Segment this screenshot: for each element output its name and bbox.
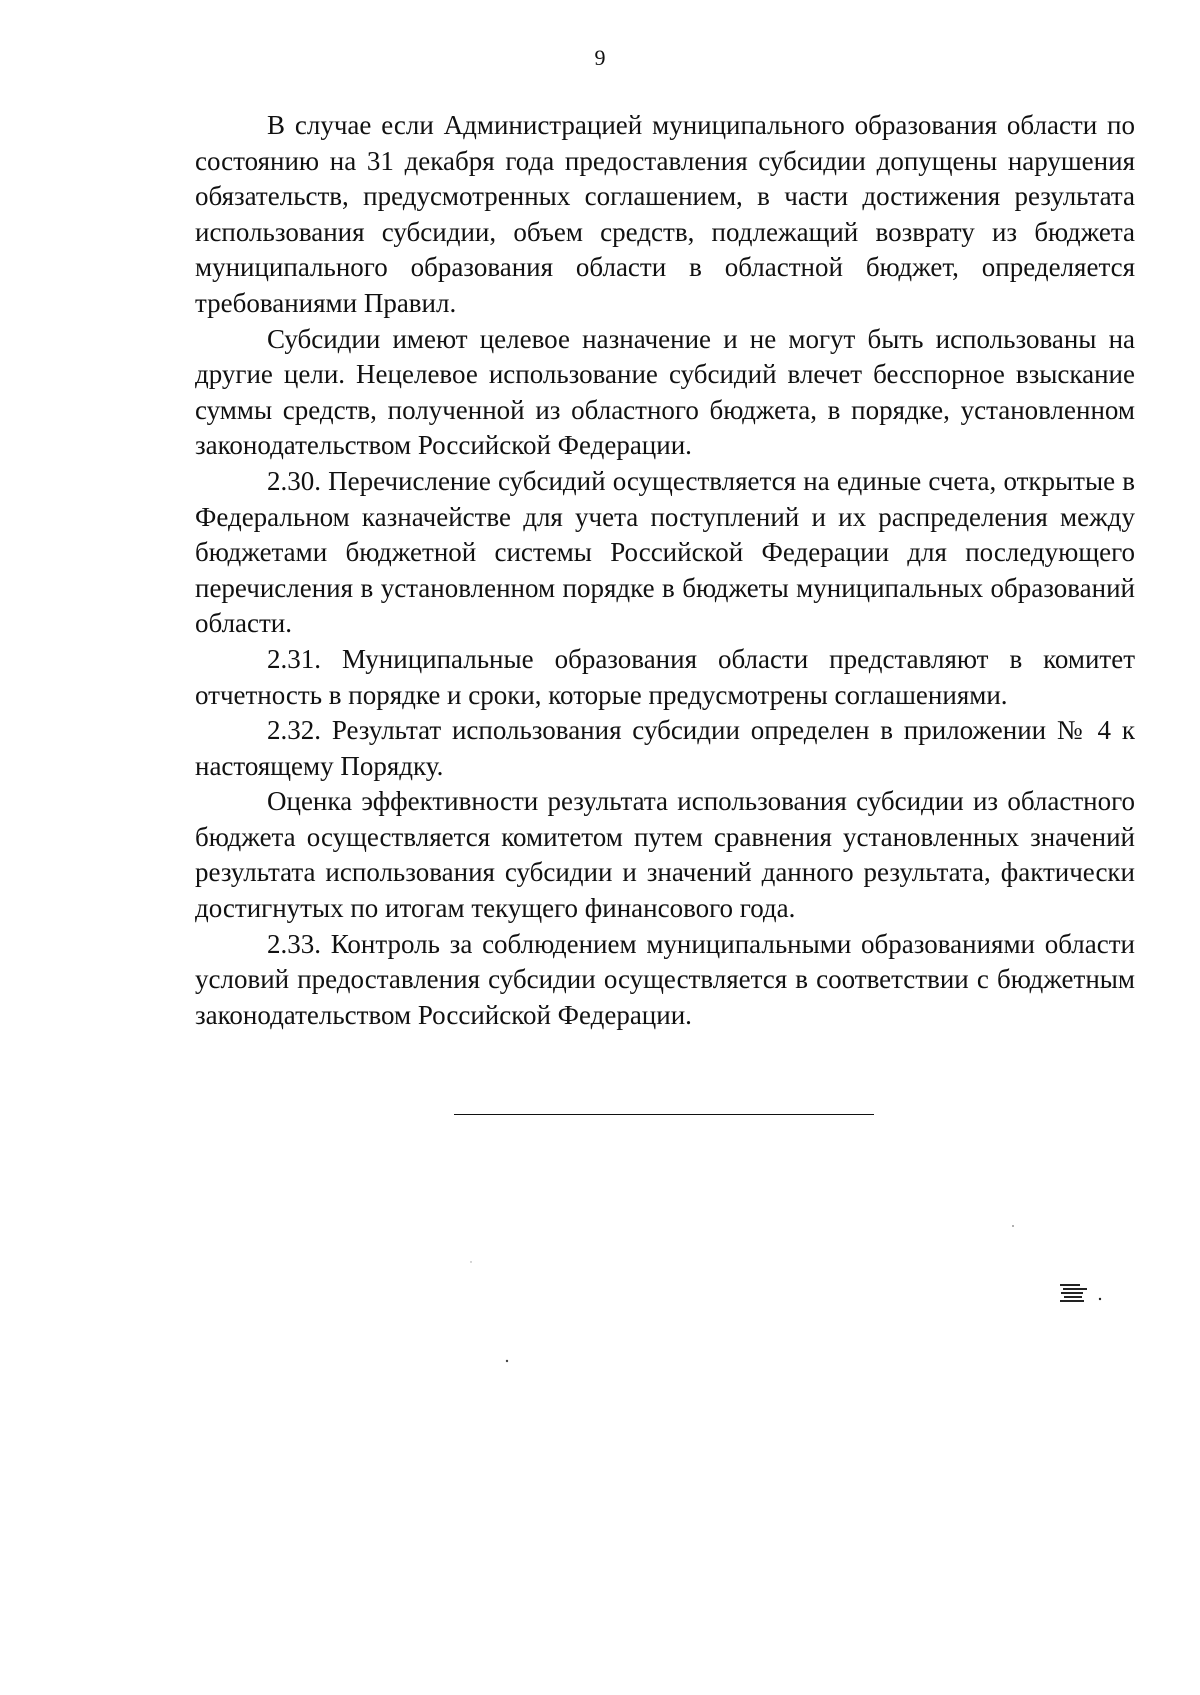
paragraph-2-33-control: 2.33. Контроль за соблюдением муниципальными образованиями области условий предоставления субсидии осуществляется в соответствии с бюджетным законодательством Российской Федерации. <box>195 928 1135 1030</box>
end-divider-line <box>454 1114 874 1115</box>
paragraph-targeted-use: Субсидии имеют целевое назначение и не могут быть использованы на другие цели. Нецелевое использование субсидий влечет бесспорное взыскание суммы средств, полученной из областного бюджета, в порядке, установленном законодательством Российской Федерации. <box>195 323 1135 461</box>
paragraph-efficiency-assessment: Оценка эффективности результата использования субсидии из областного бюджета осуществляется комитетом путем сравнения установленных значений результата использования субсидии и значений данного результата, фактически достигнутых по итогам текущего финансового года. <box>195 786 1135 924</box>
scan-speck <box>1012 1225 1014 1227</box>
paragraph-2-31-reporting: 2.31. Муниципальные образования области представляют в комитет отчетность в порядке и сроки, которые предусмотрены соглашениями. <box>195 643 1135 710</box>
scan-speck <box>470 1261 471 1262</box>
page-number: 9 <box>594 45 606 70</box>
scan-speck <box>506 1360 508 1362</box>
document-body <box>195 108 1135 1033</box>
paragraph-2-32-result: 2.32. Результат использования субсидии определен в приложении № 4 к настоящему Порядку. <box>195 715 1135 781</box>
paragraph-2-30-transfer: 2.30. Перечисление субсидий осуществляется на единые счета, открытые в Федеральном казначействе для учета поступлений и их распределения между бюджетами бюджетной системы Российской Федерации для последующего перечисления в установленном порядке в бюджеты муниципальных образований области. <box>195 465 1135 639</box>
scan-smudge-mark <box>1060 1284 1101 1302</box>
paragraph-refund-violations: В случае если Администрацией муниципального образования области по состоянию на 31 декабря года предоставления субсидии допущены нарушения обязательств, предусмотренных соглашением, в части достижения результата использования субсидии, объем средств, подлежащий возврату из бюджета муниципального образования области в областной бюджет, определяется требованиями Правил. <box>195 110 1135 318</box>
